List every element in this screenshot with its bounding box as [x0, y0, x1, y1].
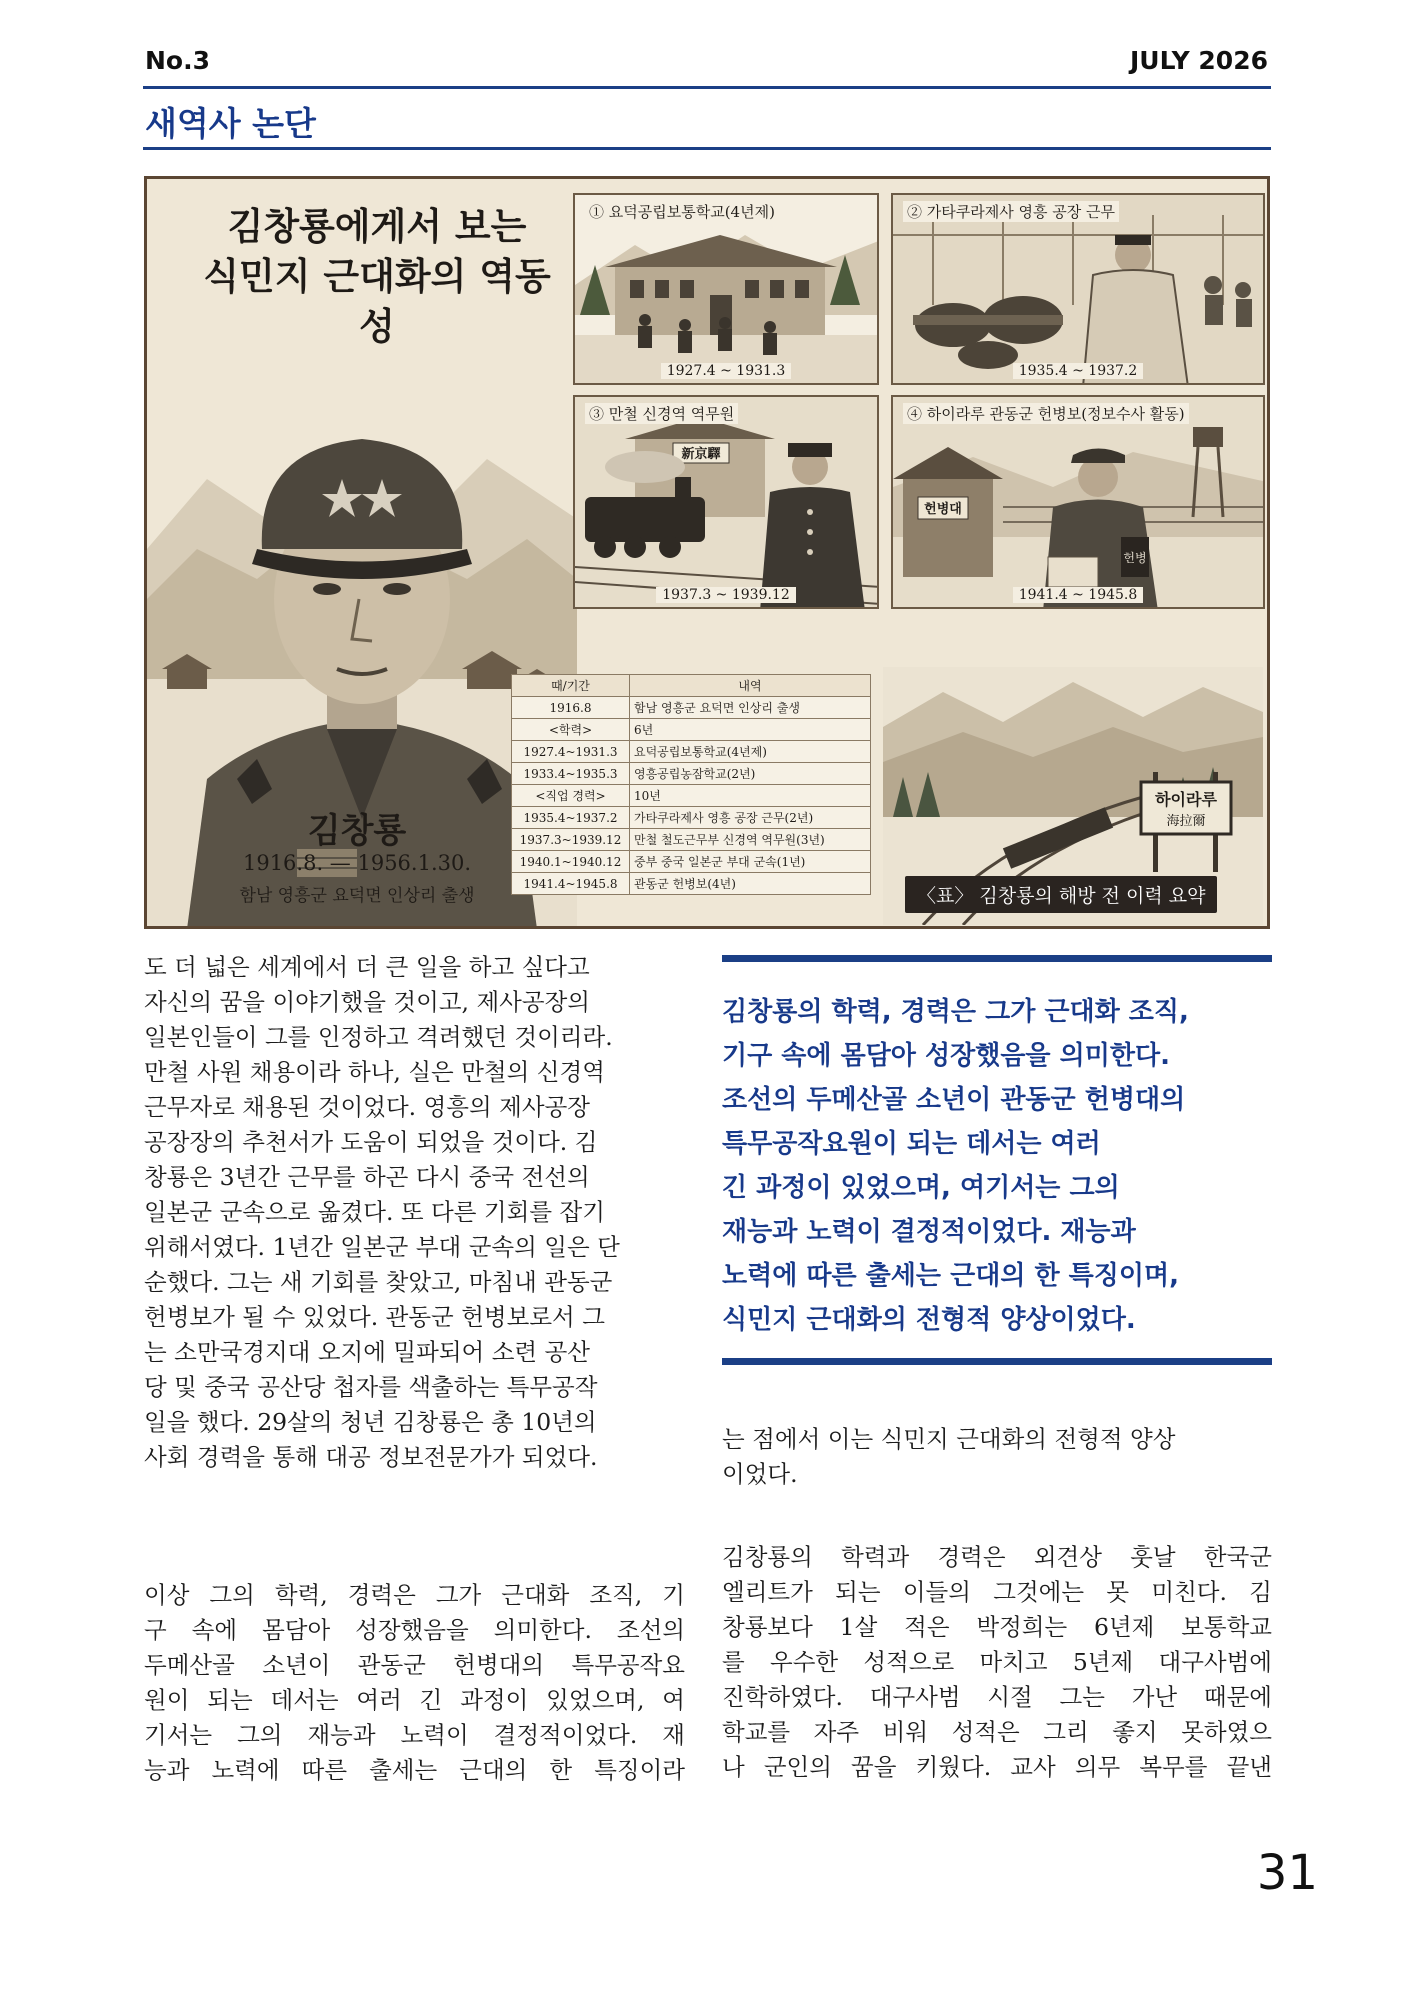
- text-line: 도 더 넓은 세계에서 더 큰 일을 하고 싶다고: [144, 953, 590, 981]
- table-cell: 1916.8: [512, 697, 630, 719]
- pullquote-line: 식민지 근대화의 전형적 양상이었다.: [722, 1305, 1136, 1335]
- station-sign: 新京驛: [681, 447, 721, 462]
- text-line: 이상 그의 학력, 경력은 그가 근대화 조직, 기: [144, 1581, 685, 1609]
- military-police-illustration: [893, 397, 1265, 609]
- infographic-title-line1: 김창룡에게서 보는: [227, 204, 527, 248]
- body-left-paragraph-1: [144, 950, 685, 1475]
- header-rule: [143, 86, 1271, 89]
- infographic-title-line2: 식민지 근대화의 역동성: [203, 254, 551, 348]
- text-line: 엘리트가 되는 이들의 그것에는 못 미친다. 김: [722, 1578, 1272, 1606]
- text-line: 위해서였다. 1년간 일본군 부대 군속의 일은 단: [144, 1233, 620, 1261]
- table-row: [512, 785, 871, 807]
- text-line: 순했다. 그는 새 기회를 찾았고, 마침내 관동군: [144, 1268, 613, 1296]
- text-line: 이었다.: [722, 1460, 798, 1488]
- page-number: 31: [1256, 1845, 1318, 1901]
- table-row: [512, 807, 871, 829]
- text-line: 원이 되는 데서는 여러 긴 과정이 있었으며, 여: [144, 1686, 685, 1714]
- table-cell: 관동군 헌병보(4년): [630, 873, 871, 895]
- school-illustration: [575, 195, 879, 385]
- table-cell: 1940.1~1940.12: [512, 851, 630, 873]
- pullquote: [722, 990, 1272, 1342]
- text-line: 학교를 자주 비워 성적은 그리 좋지 못하였으: [722, 1718, 1272, 1746]
- panel-station-title: ③ 만철 신경역 역무원: [585, 403, 738, 424]
- table-cell: <학력>: [512, 719, 630, 741]
- issue-date: JULY 2026: [1129, 46, 1268, 75]
- table-cell: 1927.4~1931.3: [512, 741, 630, 763]
- timeline-header-row: [512, 675, 871, 697]
- infographic-caption: 〈표〉 김창룡의 해방 전 이력 요약: [905, 876, 1217, 913]
- timeline-col-details: 내역: [630, 675, 871, 697]
- panel-military-police-title: ④ 하이라루 관동군 헌병보(정보수사 활동): [903, 403, 1189, 424]
- section-title: 새역사 논단: [145, 104, 316, 143]
- timeline-table: [511, 674, 871, 895]
- station-sign-hanja: 海拉爾: [1166, 814, 1206, 829]
- table-cell: 10년: [630, 785, 871, 807]
- table-row: [512, 873, 871, 895]
- text-line: 만철 사원 채용이라 하나, 실은 만철의 신경역: [144, 1058, 605, 1086]
- issue-number: No.3: [145, 46, 210, 75]
- factory-illustration: [893, 195, 1265, 385]
- body-right-paragraph-1: [722, 1422, 1272, 1492]
- timeline-col-period: 때/기간: [512, 675, 630, 697]
- person-birthplace: 함남 영흥군 요덕면 인상리 출생: [239, 886, 475, 906]
- table-row: [512, 763, 871, 785]
- pullquote-line: 특무공작요원이 되는 데서는 여러: [722, 1129, 1101, 1159]
- text-line: 일을 했다. 29살의 청년 김창룡은 총 10년의: [144, 1408, 597, 1436]
- text-line: 공장장의 추천서가 도움이 되었을 것이다. 김: [144, 1128, 598, 1156]
- text-line: 나 군인의 꿈을 키웠다. 교사 의무 복무를 끝낸: [722, 1753, 1272, 1781]
- table-cell: 1941.4~1945.8: [512, 873, 630, 895]
- body-left-paragraph-2: [144, 1578, 685, 1788]
- panel-station-period: 1937.3 ~ 1939.12: [575, 587, 877, 603]
- table-row: [512, 829, 871, 851]
- pullquote-line: 긴 과정이 있었으며, 여기서는 그의: [722, 1173, 1120, 1203]
- panel-school-title: ① 요덕공립보통학교(4년제): [585, 201, 779, 222]
- station-sign-name: 하이라루: [1155, 790, 1217, 809]
- panel-military-police: [891, 395, 1265, 609]
- table-row: [512, 741, 871, 763]
- text-line: 는 소만국경지대 오지에 밀파되어 소련 공산: [144, 1338, 590, 1366]
- panel-military-police-period: 1941.4 ~ 1945.8: [893, 587, 1263, 603]
- text-line: 사회 경력을 통해 대공 정보전문가가 되었다.: [144, 1443, 598, 1471]
- text-line: 창룡은 3년간 근무를 하곤 다시 중국 전선의: [144, 1163, 590, 1191]
- infographic: [144, 176, 1270, 929]
- pullquote-rule-top: [722, 955, 1272, 962]
- station-illustration: [575, 397, 879, 609]
- pullquote-line: 재능과 노력이 결정적이었다. 재능과: [722, 1217, 1136, 1247]
- section-rule: [143, 147, 1271, 150]
- infographic-title: [187, 201, 567, 351]
- panel-school: [573, 193, 879, 385]
- table-cell: 요덕공립보통학교(4년제): [630, 741, 871, 763]
- text-line: 김창룡의 학력과 경력은 외견상 훗날 한국군: [722, 1543, 1272, 1571]
- text-line: 일본군 군속으로 옮겼다. 또 다른 기회를 잡기: [144, 1198, 605, 1226]
- text-line: 일본인들이 그를 인정하고 격려했던 것이리라.: [144, 1023, 613, 1051]
- panel-school-period: 1927.4 ~ 1931.3: [575, 363, 877, 379]
- table-cell: <직업 경력>: [512, 785, 630, 807]
- text-line: 구 속에 몸담아 성장했음을 의미한다. 조선의: [144, 1616, 685, 1644]
- panel-station: [573, 395, 879, 609]
- table-cell: 중부 중국 일본군 부대 군속(1년): [630, 851, 871, 873]
- table-row: [512, 719, 871, 741]
- armband-text: 헌병: [1123, 551, 1147, 565]
- table-cell: 영흥공립농잠학교(2년): [630, 763, 871, 785]
- table-cell: 1933.4~1935.3: [512, 763, 630, 785]
- text-line: 근무자로 채용된 것이었다. 영흥의 제사공장: [144, 1093, 590, 1121]
- text-line: 자신의 꿈을 이야기했을 것이고, 제사공장의: [144, 988, 590, 1016]
- text-line: 두메산골 소년이 관동군 헌병대의 특무공작요: [144, 1651, 685, 1679]
- table-cell: 1937.3~1939.12: [512, 829, 630, 851]
- table-row: [512, 697, 871, 719]
- mp-office-sign: 헌병대: [924, 502, 962, 517]
- table-cell: 함남 영흥군 요덕면 인상리 출생: [630, 697, 871, 719]
- table-cell: 가타쿠라제사 영흥 공장 근무(2년): [630, 807, 871, 829]
- text-line: 능과 노력에 따른 출세는 근대의 한 특징이라: [144, 1756, 685, 1784]
- table-row: [512, 851, 871, 873]
- body-right-paragraph-2: [722, 1540, 1272, 1785]
- panel-factory-title: ② 가타쿠라제사 영흥 공장 근무: [903, 201, 1119, 222]
- pullquote-line: 조선의 두메산골 소년이 관동군 헌병대의: [722, 1085, 1186, 1115]
- pullquote-line: 김창룡의 학력, 경력은 그가 근대화 조직,: [722, 997, 1189, 1027]
- pullquote-rule-bottom: [722, 1358, 1272, 1365]
- text-line: 창룡보다 1살 적은 박정희는 6년제 보통학교: [722, 1613, 1272, 1641]
- pullquote-line: 노력에 따른 출세는 근대의 한 특징이며,: [722, 1261, 1179, 1291]
- person-name: 김창룡: [307, 811, 407, 851]
- text-line: 기서는 그의 재능과 노력이 결정적이었다. 재: [144, 1721, 685, 1749]
- text-line: 진학하였다. 대구사범 시절 그는 가난 때문에: [722, 1683, 1272, 1711]
- panel-factory-period: 1935.4 ~ 1937.2: [893, 363, 1263, 379]
- table-cell: 만철 철도근무부 신경역 역무원(3년): [630, 829, 871, 851]
- table-cell: 6년: [630, 719, 871, 741]
- text-line: 헌병보가 될 수 있었다. 관동군 헌병보로서 그: [144, 1303, 605, 1331]
- text-line: 는 점에서 이는 식민지 근대화의 전형적 양상: [722, 1425, 1176, 1453]
- pullquote-line: 기구 속에 몸담아 성장했음을 의미한다.: [722, 1041, 1170, 1071]
- table-cell: 1935.4~1937.2: [512, 807, 630, 829]
- text-line: 를 우수한 성적으로 마치고 5년제 대구사범에: [722, 1648, 1272, 1676]
- panel-factory: [891, 193, 1265, 385]
- person-life-dates: 1916.8. — 1956.1.30.: [242, 851, 472, 875]
- text-line: 당 및 중국 공산당 첩자를 색출하는 특무공작: [144, 1373, 598, 1401]
